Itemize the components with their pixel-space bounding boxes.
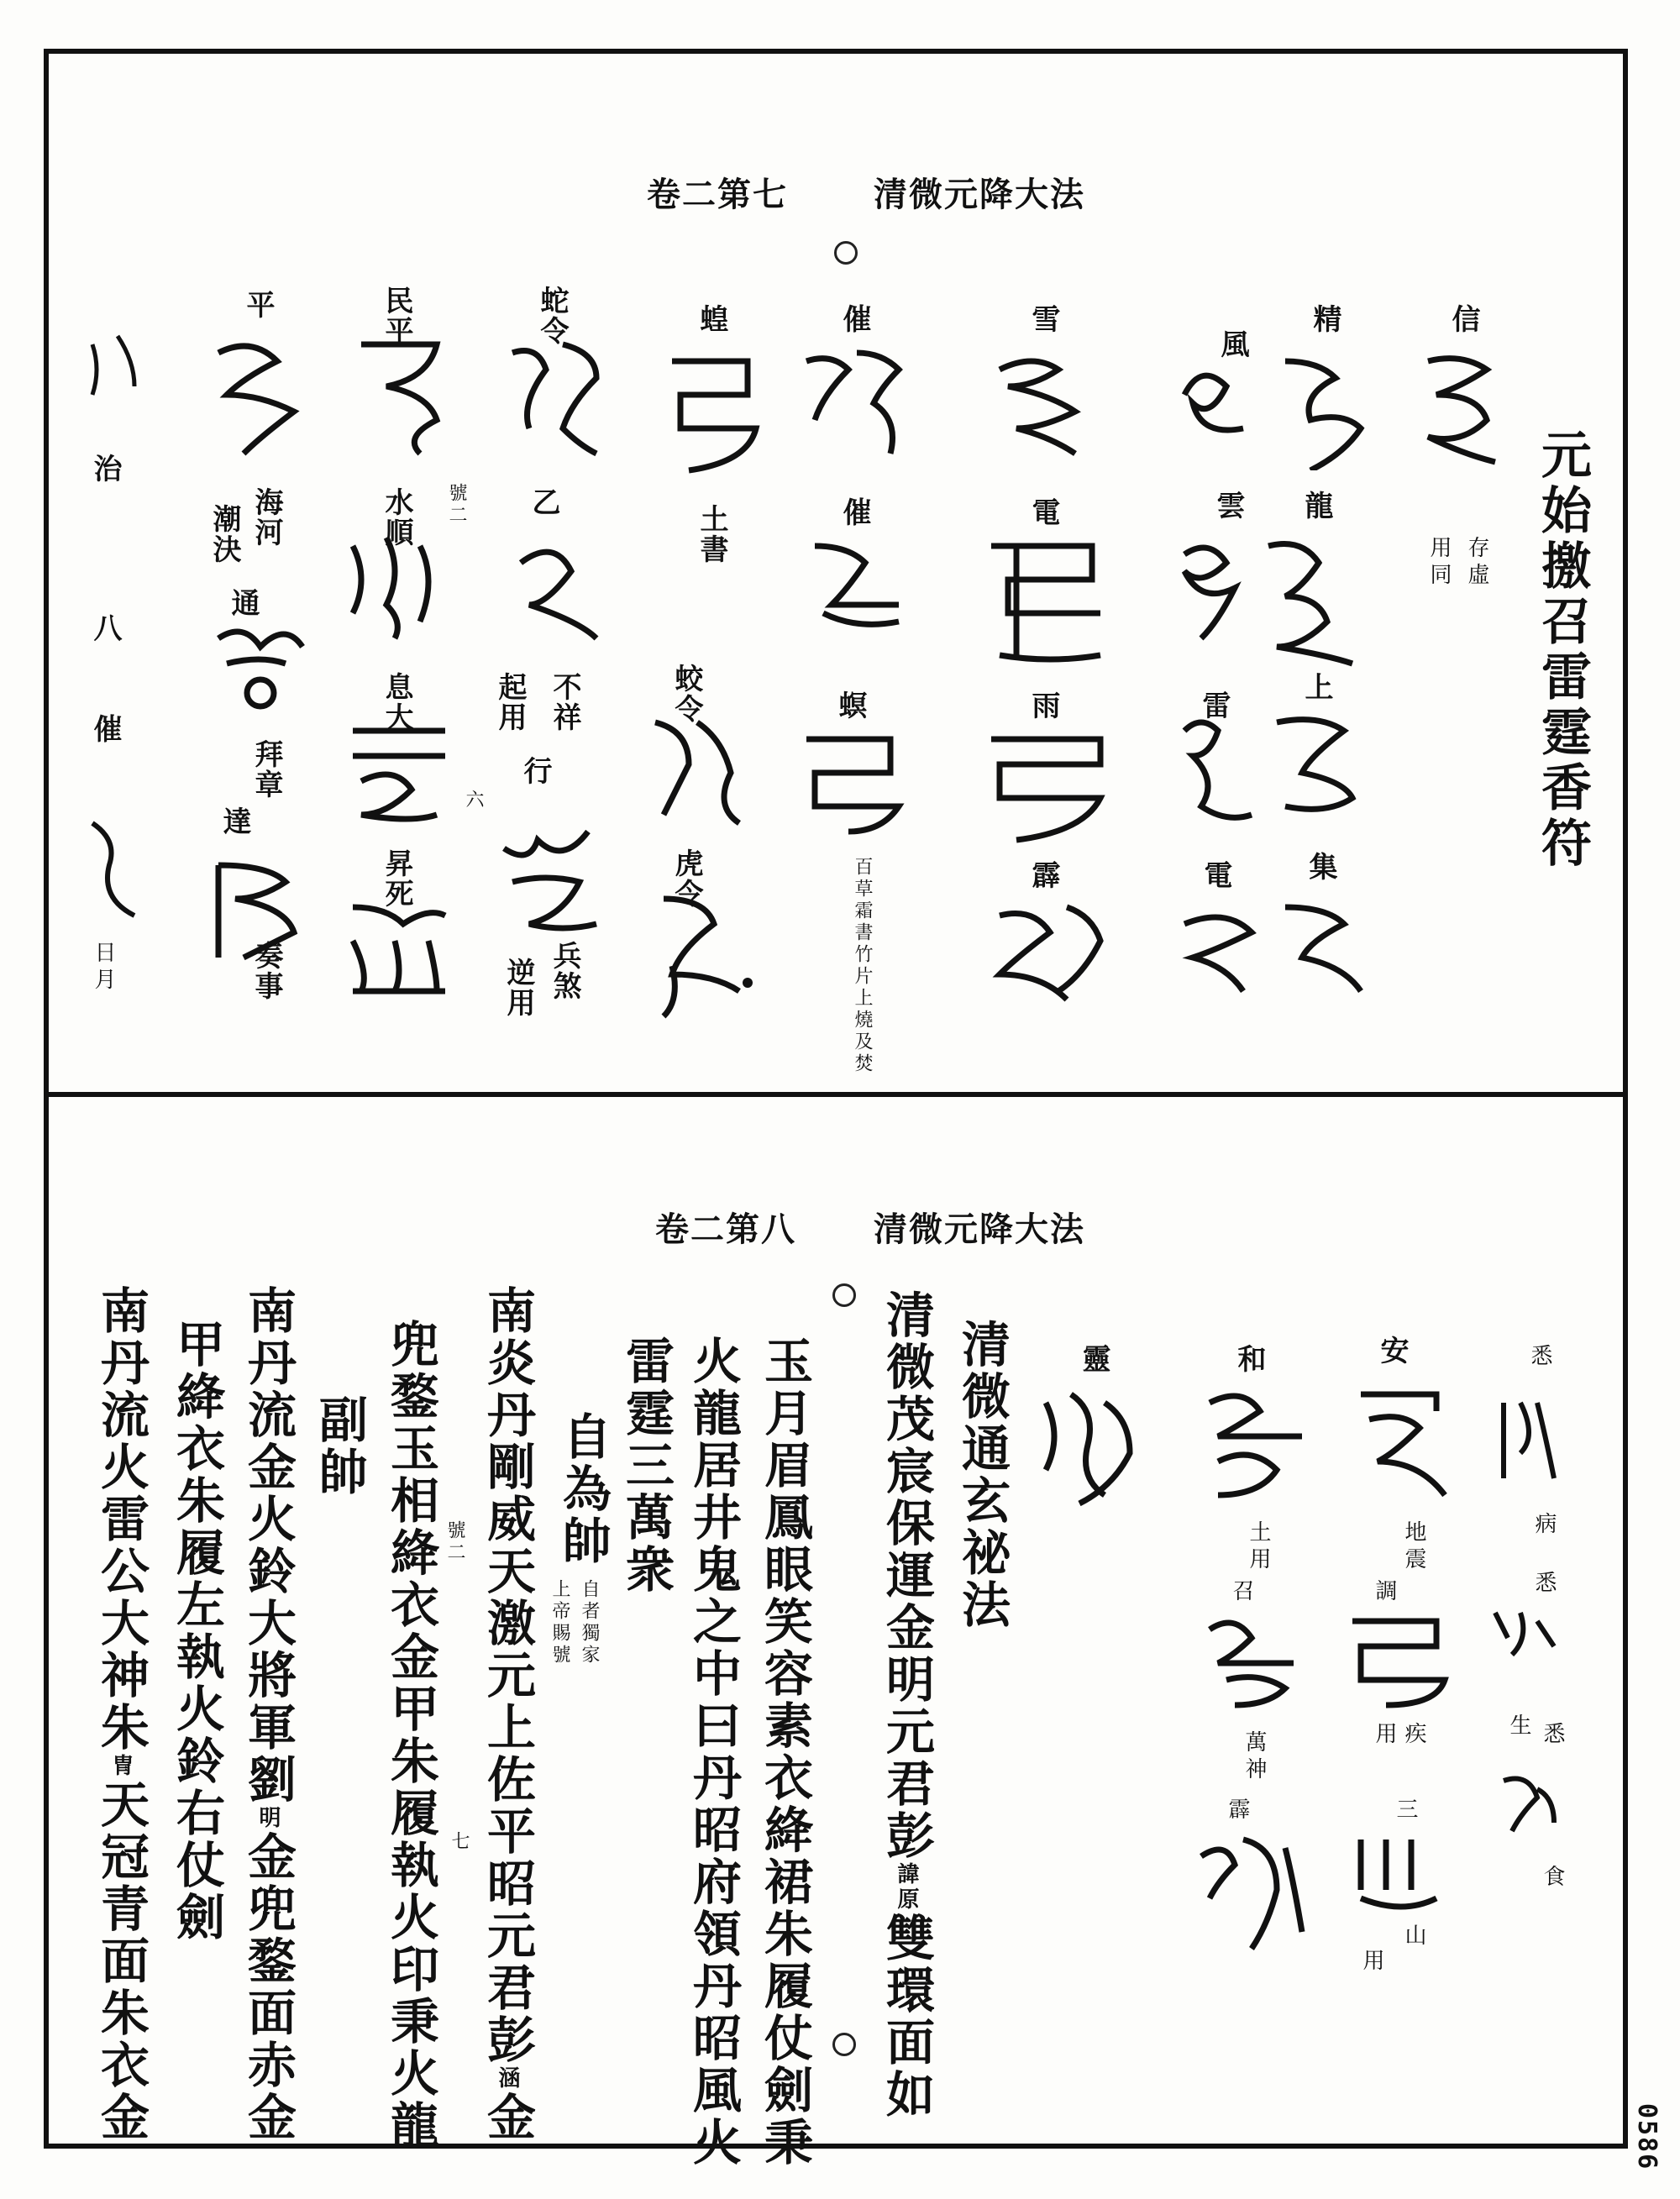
label: 用	[1372, 1722, 1397, 1749]
talisman-section-title: 元始撽召雷霆香符	[1533, 428, 1592, 872]
label: 治	[88, 454, 122, 484]
talisman-glyph	[1478, 1596, 1571, 1697]
label: 悉	[1531, 1571, 1557, 1598]
label: 風	[1215, 329, 1249, 360]
text-column: 自為帥	[554, 1411, 612, 1567]
label: 兵煞	[548, 941, 581, 1001]
label: 集	[1304, 852, 1337, 882]
talisman-glyph	[336, 890, 462, 1000]
label: 蝗	[695, 304, 728, 334]
label: 疾	[1401, 1722, 1426, 1749]
label: 召	[1229, 1579, 1254, 1606]
punctuation-circle	[834, 241, 858, 265]
text-column: 火龍居井鬼之中曰丹昭府領丹昭風火	[685, 1336, 742, 2169]
label: 海河	[249, 487, 283, 548]
label: 精	[1308, 304, 1341, 334]
talisman-glyph	[336, 529, 454, 655]
text-column: 雷霆三萬衆	[617, 1336, 675, 1596]
talisman-glyph	[974, 890, 1117, 1025]
label: 蛇令	[535, 286, 569, 346]
label: 催	[837, 304, 871, 334]
text-column: 甲絳衣朱履左執火鈴右仗劍	[168, 1319, 225, 1944]
label: 日月	[91, 941, 116, 995]
label: 病	[1531, 1512, 1557, 1539]
label: 信	[1446, 304, 1480, 334]
talisman-glyph	[790, 529, 916, 655]
label: 通	[226, 588, 260, 618]
talisman-glyph	[1168, 890, 1378, 1016]
note-text: 七	[449, 1831, 470, 1853]
label: 和	[1232, 1344, 1266, 1374]
talisman-glyph	[790, 722, 916, 848]
text-column: 清微茂宸保運金明元君彭諱原雙環面如	[878, 1289, 935, 2121]
label: 存虛	[1464, 536, 1489, 590]
text-column: 兜鍪玉相絳衣金甲朱履執火印秉火龍	[382, 1319, 439, 2152]
text-column: 副帥	[311, 1394, 368, 1498]
label: 水順	[380, 487, 413, 548]
talisman-glyph	[487, 823, 613, 941]
bottom-header-title: 清微元降大法	[874, 1210, 1085, 1249]
label: 三	[1393, 1798, 1418, 1824]
label: 潮決	[207, 504, 241, 564]
talisman-glyph	[344, 328, 454, 462]
label: 電	[1199, 860, 1232, 890]
note-text: 百草霜書竹片上燒及焚	[852, 857, 873, 1075]
label: 電	[1026, 497, 1060, 527]
text-column: 清微通玄祕法	[953, 1319, 1011, 1631]
label: 六	[463, 790, 484, 811]
label: 昇死	[380, 848, 413, 909]
talisman-glyph	[1193, 1604, 1319, 1714]
label: 逆用	[501, 958, 535, 1018]
label: 息大	[380, 672, 413, 732]
label: 霹	[1026, 860, 1060, 890]
label: 地震	[1401, 1520, 1426, 1574]
label: 拜章	[249, 739, 283, 800]
label: 八	[88, 613, 122, 643]
talisman-glyph	[983, 344, 1109, 462]
note-text: 上帝賜號	[549, 1579, 570, 1666]
talisman-glyph	[1487, 1386, 1562, 1495]
label: 龍	[1299, 491, 1333, 521]
label: 號二	[446, 483, 467, 527]
label: 用	[1359, 1949, 1384, 1976]
talisman-glyph	[1336, 1604, 1462, 1714]
note-text: 自者獨家	[579, 1579, 600, 1666]
label: 悉	[1540, 1722, 1565, 1749]
label: 催	[88, 714, 122, 744]
talisman-glyph	[1168, 529, 1378, 672]
talisman-glyph	[1168, 706, 1378, 848]
label: 土用	[1246, 1520, 1271, 1574]
label: 民平	[380, 286, 413, 346]
talisman-glyph	[638, 706, 756, 832]
talisman-glyph	[1193, 1378, 1327, 1504]
label: 平	[241, 290, 275, 320]
talisman-glyph	[1159, 344, 1378, 470]
talisman-glyph	[1487, 1756, 1571, 1848]
text-column: 南丹流火雷公大神朱冑天冠青面朱衣金	[92, 1285, 150, 2144]
label: 用同	[1426, 536, 1452, 590]
label: 乙	[527, 487, 560, 517]
talisman-glyph	[336, 714, 462, 832]
page-number: 0586	[1632, 2102, 1662, 2170]
talisman-glyph	[496, 328, 613, 470]
top-header-title: 清微元降大法	[874, 175, 1085, 214]
bottom-header-volume: 卷二第八	[655, 1210, 796, 1249]
talisman-glyph	[76, 319, 151, 403]
label: 生	[1506, 1714, 1531, 1740]
note-text: 號二	[444, 1520, 465, 1564]
label: 山	[1401, 1923, 1426, 1950]
label: 悉	[1527, 1344, 1552, 1371]
talisman-glyph	[202, 328, 319, 462]
label: 上	[1299, 672, 1333, 702]
label: 萬神	[1242, 1730, 1267, 1784]
talisman-glyph	[790, 336, 916, 479]
talisman-glyph	[76, 806, 151, 924]
label: 土書	[695, 504, 728, 564]
top-header-volume: 卷二第七	[647, 175, 788, 214]
label: 安	[1375, 1336, 1409, 1366]
label: 調	[1372, 1579, 1397, 1606]
talisman-glyph	[496, 529, 613, 647]
label: 螟	[833, 690, 867, 721]
label: 催	[837, 497, 871, 527]
label: 達	[218, 806, 251, 837]
text-column: 玉月眉鳳眼笑容素衣絳裙朱履仗劍秉	[756, 1336, 813, 2169]
talisman-glyph	[638, 882, 764, 1025]
label: 蛟令	[669, 664, 703, 724]
label: 霹	[1225, 1798, 1250, 1824]
talisman-glyph	[202, 613, 319, 714]
text-column: 南炎丹剛威天激元上佐平昭元君彭涵金	[479, 1285, 536, 2144]
talisman-glyph	[1184, 1823, 1319, 1965]
label: 奏事	[249, 941, 283, 1001]
label: 雨	[1026, 690, 1060, 721]
label: 食	[1540, 1865, 1565, 1892]
label: 雪	[1026, 304, 1060, 334]
talisman-glyph	[655, 344, 764, 479]
label: 虎令	[669, 848, 703, 909]
label: 不祥	[548, 672, 581, 732]
label: 起用	[493, 672, 527, 732]
label: 行	[518, 756, 552, 786]
punctuation-circle	[832, 2033, 856, 2056]
label: 雲	[1211, 491, 1245, 521]
talisman-glyph	[974, 722, 1117, 848]
text-column: 南丹流金火鈴大將軍劉明金兜鍪面赤金	[239, 1285, 297, 2144]
label: 雷	[1197, 690, 1231, 721]
talisman-glyph	[974, 529, 1117, 672]
talisman-glyph	[1411, 344, 1512, 470]
label: 靈	[1077, 1344, 1110, 1374]
talisman-glyph	[1344, 1823, 1453, 1915]
talisman-glyph	[1336, 1378, 1462, 1504]
punctuation-circle	[832, 1283, 856, 1307]
panel-divider	[44, 1092, 1628, 1097]
talisman-glyph	[1029, 1378, 1155, 1529]
